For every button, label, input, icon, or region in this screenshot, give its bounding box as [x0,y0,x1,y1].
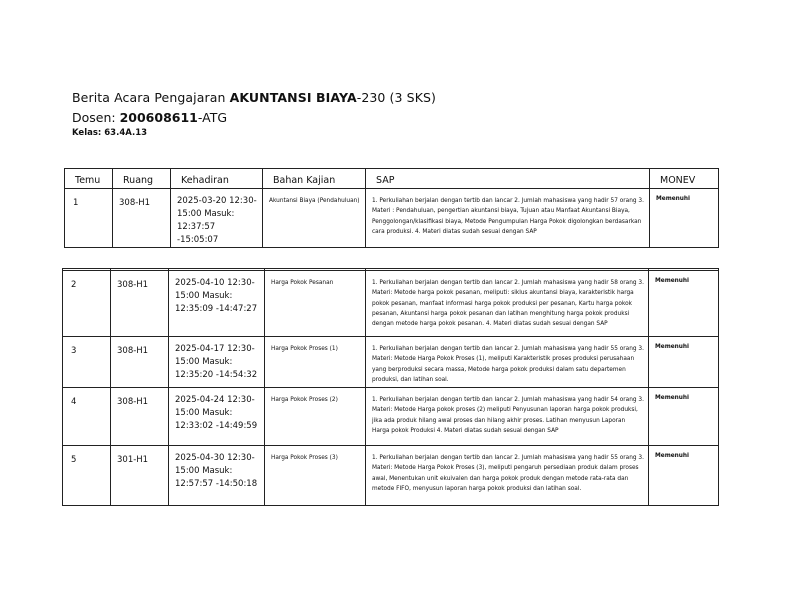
cell-ruang: 308-H1 [111,388,169,446]
table-row [63,337,719,388]
cell-ruang: 308-H1 [111,271,169,337]
title-prefix: Berita Acara Pengajaran [72,90,230,105]
title-suffix: -230 (3 SKS) [356,90,437,105]
cell-sap: 1. Perkuliahan berjalan dengan tertib dan lancar 2. Jumlah mahasiswa yang hadir 55 orang 3. Materi: Metode Harga Pokok Proses (3), meliputi pengaruh persediaan produk dalam proses awal, Menentukan unit ekuivalen dan harga pokok produk dengan metode rata-rata dan metode FIFO, menyusun laporan harga pokok produksi dan latihan soal. [366,446,649,506]
dosen-line [72,110,227,125]
dosen-label: Dosen: [72,110,120,125]
table-row [65,189,719,248]
cell-temu: 2 [63,271,111,337]
cell-ruang: 308-H1 [111,337,169,388]
cell-monev: Memenuhi [649,388,719,446]
cell-sap: 1. Perkuliahan berjalan dengan tertib dan lancar 2. Jumlah mahasiswa yang hadir 54 orang 3. Materi: Metode Harga pokok proses (2) meliputi Penyusunan laporan harga pokok produksi, jika ada produk hilang awal proses dan hilang akhir proses. Latihan menyusun Laporan Harga pokok Produksi 4. Materi diatas sudah sesuai dengan SAP [366,388,649,446]
cell-sap: 1. Perkuliahan berjalan dengan tertib dan lancar 2. Jumlah mahasiswa yang hadir 57 orang 3. Materi : Pendahuluan, pengertian akuntansi biaya, Tujuan atau Manfaat Akuntansi Biaya, Penggolongan/klasifikasi biaya, Metode Pengumpulan Harga Pokok digolongkan berdasarkan cara produksi. 4. Materi diatas sudah sesuai dengan SAP [366,189,650,248]
cell-ruang: 301-H1 [111,446,169,506]
cell-temu: 1 [65,189,113,248]
cell-kehadiran: 2025-03-20 12:30-15:00 Masuk: 12:37:57 -15:05:07 [171,189,263,248]
table-header-row [65,169,719,189]
table-row [63,271,719,337]
cell-bahan-kajian: Harga Pokok Pesanan [265,271,366,337]
dosen-suffix: -ATG [197,110,228,125]
cell-temu: 4 [63,388,111,446]
cell-kehadiran: 2025-04-10 12:30-15:00 Masuk: 12:35:09 -14:47:27 [169,271,265,337]
cell-monev: Memenuhi [650,189,719,248]
dosen-id: 200608611 [119,110,198,125]
header-sap: SAP [366,169,650,189]
cell-bahan-kajian: Harga Pokok Proses (1) [265,337,366,388]
cell-kehadiran: 2025-04-30 12:30-15:00 Masuk: 12:57:57 -14:50:18 [169,446,265,506]
cell-bahan-kajian: Akuntansi Biaya (Pendahuluan) [263,189,366,248]
cell-temu: 3 [63,337,111,388]
attendance-table-page-2 [62,268,719,506]
cell-monev: Memenuhi [649,271,719,337]
cell-sap: 1. Perkuliahan berjalan dengan tertib dan lancar 2. Jumlah mahasiswa yang hadir 58 orang 3. Materi: Metode harga pokok pesanan, meliputi: siklus akuntansi biaya, karakteristik harga pokok pesanan, manfaat informasi harga pokok produksi per pesanan, Kartu harga pokok pesanan, Akuntansi harga pokok pesanan dan latihan menghitung harga pokok produksi dengan metode harga pokok pesanan. 4. Materi diatas sudah sesuai dengan SAP [366,271,649,337]
header-bahan-kajian: Bahan Kajian [263,169,366,189]
table-row [63,388,719,446]
document-title [72,90,436,105]
cell-ruang: 308-H1 [113,189,171,248]
header-kehadiran: Kehadiran [171,169,263,189]
cell-monev: Memenuhi [649,337,719,388]
cell-temu: 5 [63,446,111,506]
cell-bahan-kajian: Harga Pokok Proses (2) [265,388,366,446]
cell-sap: 1. Perkuliahan berjalan dengan tertib dan lancar 2. Jumlah mahasiswa yang hadir 55 orang 3. Materi: Metode Harga Pokok Proses (1), meliputi Karakteristik proses produksi perusahaan yang berproduksi secara massa, Metode harga pokok produksi dalam satu departemen produksi, dan latihan soal. [366,337,649,388]
kelas-line: Kelas: 63.4A.13 [72,128,148,138]
header-monev: MONEV [650,169,719,189]
cell-monev: Memenuhi [649,446,719,506]
header-ruang: Ruang [113,169,171,189]
table-row [63,446,719,506]
cell-bahan-kajian: Harga Pokok Proses (3) [265,446,366,506]
cell-kehadiran: 2025-04-17 12:30-15:00 Masuk: 12:35:20 -14:54:32 [169,337,265,388]
course-name: AKUNTANSI BIAYA [229,90,357,105]
attendance-table-page-1 [64,168,719,248]
cell-kehadiran: 2025-04-24 12:30-15:00 Masuk: 12:33:02 -14:49:59 [169,388,265,446]
header-temu: Temu [65,169,113,189]
